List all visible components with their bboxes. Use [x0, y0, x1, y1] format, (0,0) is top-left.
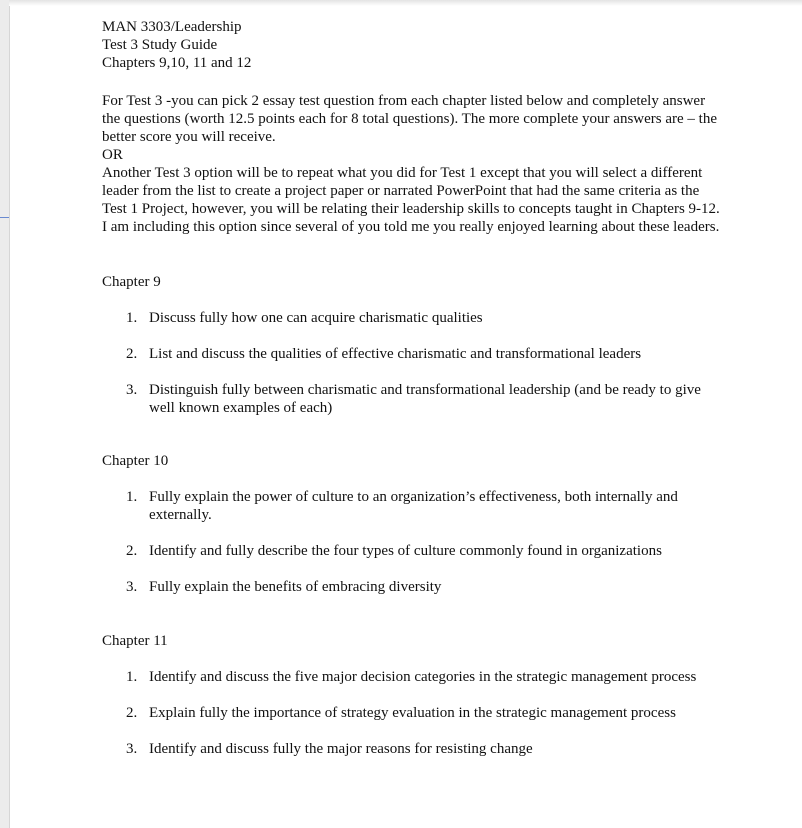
question-list — [102, 309, 722, 417]
question-number: 2. — [126, 346, 138, 362]
guide-title: Test 3 Study Guide — [102, 37, 218, 53]
viewer-edge-line — [0, 217, 9, 218]
document-header — [102, 18, 722, 72]
chapter-section — [102, 452, 722, 596]
question-text: Discuss fully how one can acquire charismatic qualities — [149, 310, 483, 326]
question-number: 1. — [126, 669, 138, 685]
question-list — [102, 668, 722, 758]
instructions — [102, 92, 722, 236]
chapter-section — [102, 632, 722, 758]
question-text: Identify and discuss the five major decision categories in the strategic management process — [149, 669, 697, 685]
question-text: List and discuss the qualities of effective charismatic and transformational leaders — [149, 346, 642, 362]
question-item — [102, 488, 722, 524]
question-list — [102, 488, 722, 596]
question-item — [102, 578, 722, 596]
question-item — [102, 740, 722, 758]
page-top-shadow — [9, 0, 802, 6]
question-number: 2. — [126, 705, 138, 721]
question-text: Fully explain the power of culture to an organization’s effectiveness, both internally and externally. — [149, 489, 678, 523]
question-number: 1. — [126, 310, 138, 326]
question-text: Distinguish fully between charismatic and transformational leadership (and be ready to give well known examples of each) — [149, 382, 701, 416]
question-item — [102, 381, 722, 417]
document-page — [102, 18, 722, 758]
question-number: 2. — [126, 543, 138, 559]
question-item — [102, 542, 722, 560]
chapter-title: Chapter 10 — [102, 453, 169, 469]
question-number: 3. — [126, 382, 138, 398]
question-item — [102, 668, 722, 686]
question-text: Identify and fully describe the four types of culture commonly found in organizations — [149, 543, 662, 559]
question-text: Identify and discuss fully the major reasons for resisting change — [149, 741, 533, 757]
question-number: 3. — [126, 741, 138, 757]
chapters-range: Chapters 9,10, 11 and 12 — [102, 55, 252, 71]
question-number: 1. — [126, 489, 138, 505]
course-title: MAN 3303/Leadership — [102, 19, 242, 35]
chapter-title: Chapter 11 — [102, 633, 168, 649]
question-item — [102, 309, 722, 327]
question-text: Explain fully the importance of strategy evaluation in the strategic management process — [149, 705, 676, 721]
chapter-section — [102, 273, 722, 417]
instructions-option-1: For Test 3 -you can pick 2 essay test question from each chapter listed below and completely answer the questions (worth 12.5 points each for 8 total questions). The more complete your answers are – the better score you will receive. — [102, 93, 717, 145]
chapter-title: Chapter 9 — [102, 274, 161, 290]
question-text: Fully explain the benefits of embracing diversity — [149, 579, 442, 595]
question-item — [102, 345, 722, 363]
question-item — [102, 704, 722, 722]
instructions-or: OR — [102, 147, 123, 163]
question-number: 3. — [126, 579, 138, 595]
instructions-option-2: Another Test 3 option will be to repeat what you did for Test 1 except that you will select a different leader from the list to create a project paper or narrated PowerPoint that had the same criteria as the Test 1 Project, however, you will be relating their leadership skills to concepts taught in Chapters 9-12. I am including this option since several of you told me you really enjoyed learning about these leaders. — [102, 165, 720, 235]
viewer-left-edge — [0, 0, 10, 828]
